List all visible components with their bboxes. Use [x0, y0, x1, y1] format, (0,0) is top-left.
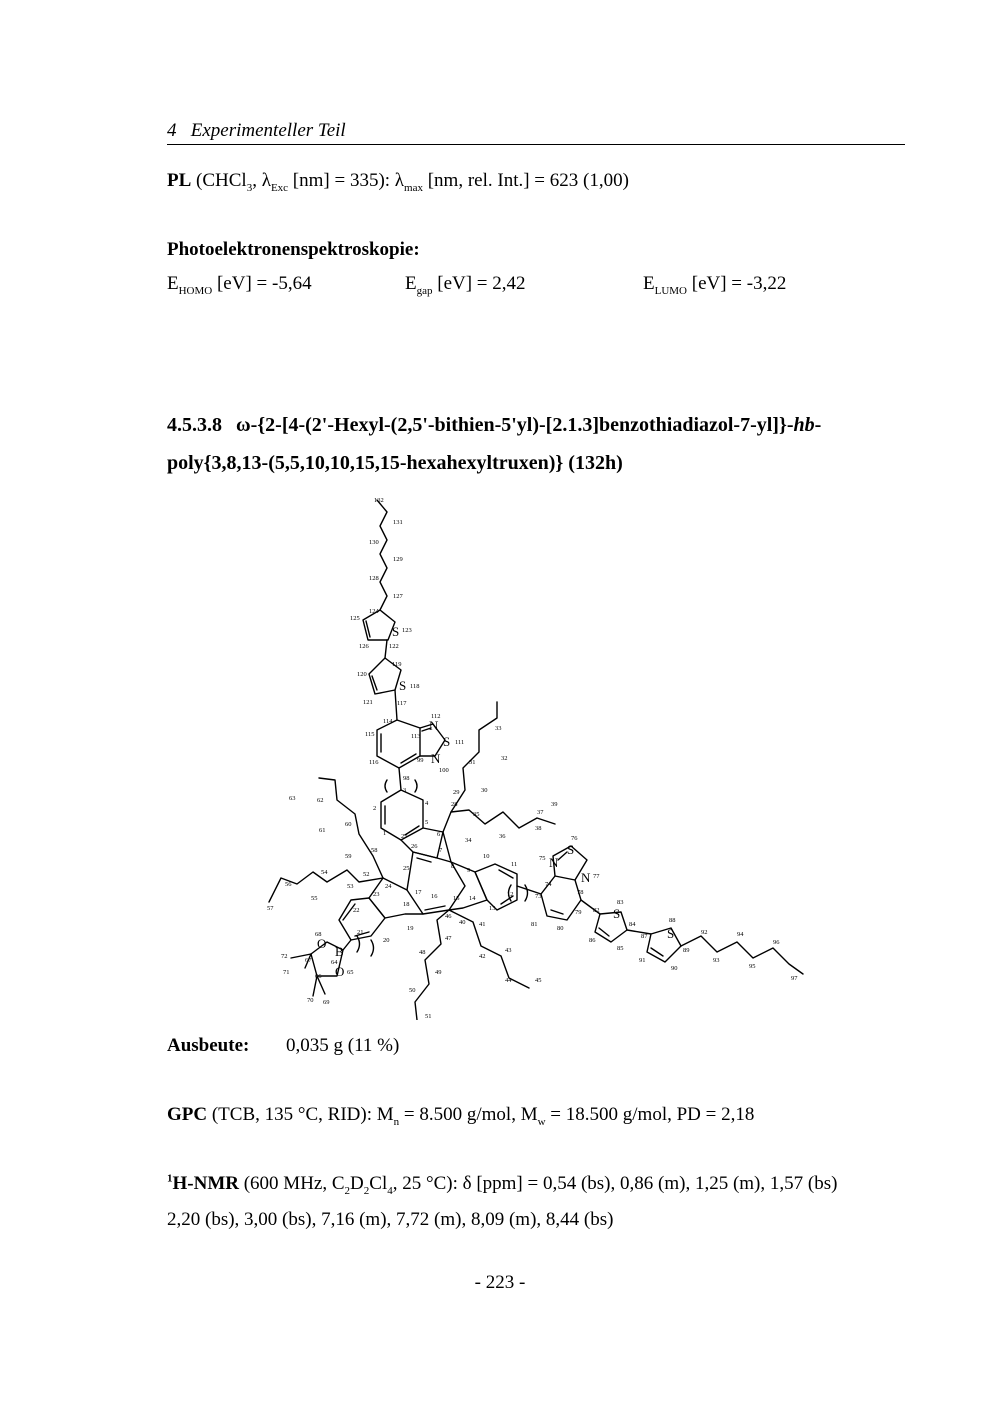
num-33: 33 [495, 725, 502, 732]
num-38: 38 [535, 825, 542, 832]
yield-row [167, 1034, 249, 1058]
gpc-text-a: (TCB, 135 °C, RID): M [207, 1104, 394, 1125]
lumo-sub: LUMO [654, 284, 687, 297]
atom-numbers [267, 497, 798, 1020]
num-37: 37 [537, 809, 544, 816]
atom-s88: S [667, 926, 675, 941]
gap-value [405, 272, 526, 296]
pl-line [167, 169, 629, 193]
lumo-e: E [643, 273, 655, 294]
num-49: 49 [435, 969, 442, 976]
lumo-rest: [eV] = -3,22 [687, 273, 787, 294]
num-41: 41 [479, 921, 486, 928]
num-2: 2 [373, 805, 377, 812]
num-56: 56 [285, 881, 292, 888]
atom-s118: S [399, 678, 407, 693]
num-121: 121 [363, 699, 373, 706]
num-7: 7 [439, 847, 443, 854]
num-120: 120 [357, 671, 367, 678]
num-63: 63 [289, 795, 296, 802]
num-82: 82 [593, 907, 600, 914]
num-44: 44 [505, 977, 512, 984]
section-heading-line2: poly{3,8,13-(5,5,10,10,15,15-hexahexyltruxen)} (132h) [167, 452, 623, 474]
num-84: 84 [629, 921, 636, 928]
atom-s123: S [392, 624, 400, 639]
atom-s83: S [613, 906, 621, 921]
atom-s111: S [443, 734, 451, 749]
num-128: 128 [369, 575, 379, 582]
num-47: 47 [445, 935, 452, 942]
num-59: 59 [345, 853, 352, 860]
num-60: 60 [345, 821, 352, 828]
num-73: 73 [535, 893, 542, 900]
num-6: 6 [437, 831, 441, 838]
num-9: 9 [467, 867, 471, 874]
num-43: 43 [505, 947, 512, 954]
atom-n100: N [431, 751, 441, 766]
num-78: 78 [577, 889, 584, 896]
num-45: 45 [535, 977, 542, 984]
num-53: 53 [347, 883, 354, 890]
num-112: 112 [431, 713, 441, 720]
num-5: 5 [425, 819, 429, 826]
num-15: 15 [453, 895, 460, 902]
num-13: 13 [489, 905, 496, 912]
num-99: 99 [417, 757, 424, 764]
num-54: 54 [321, 869, 328, 876]
nmr-line1 [167, 1172, 837, 1196]
num-23: 23 [373, 891, 380, 898]
homo-e: E [167, 273, 179, 294]
num-21: 21 [357, 929, 364, 936]
atom-n112: N [429, 718, 439, 733]
num-100: 100 [439, 767, 449, 774]
gpc-text-c: = 18.500 g/mol, PD = 2,18 [545, 1104, 755, 1125]
num-14: 14 [469, 895, 476, 902]
num-116: 116 [369, 759, 379, 766]
num-130: 130 [369, 539, 379, 546]
num-28: 28 [451, 801, 458, 808]
molecule-structure [255, 490, 815, 1020]
pl-sub-max: max [404, 181, 423, 194]
num-58: 58 [371, 847, 378, 854]
gpc-sub-n: n [393, 1115, 400, 1128]
num-46: 46 [445, 913, 452, 920]
pl-text-d: [nm, rel. Int.] = 623 (1,00) [422, 170, 629, 191]
num-32: 32 [501, 755, 508, 762]
num-35: 35 [473, 811, 480, 818]
num-3: 3 [403, 787, 407, 794]
pl-sub-exc: Exc [270, 181, 289, 194]
num-97: 97 [791, 975, 798, 982]
yield-value: 0,035 g (11 %) [286, 1035, 400, 1056]
running-header [167, 120, 905, 145]
num-42: 42 [479, 953, 486, 960]
lumo-value [643, 272, 786, 296]
num-36: 36 [499, 833, 506, 840]
num-117: 117 [397, 700, 407, 707]
num-74: 74 [545, 881, 552, 888]
num-24: 24 [385, 883, 392, 890]
num-95: 95 [749, 963, 756, 970]
num-91: 91 [639, 957, 646, 964]
num-79: 79 [575, 909, 582, 916]
section-title-italic: hb [793, 414, 815, 436]
gpc-line [167, 1103, 754, 1127]
pl-sub-3: 3 [246, 181, 253, 194]
num-132: 132 [374, 497, 384, 504]
homo-rest: [eV] = -5,64 [212, 273, 312, 294]
num-87: 87 [641, 933, 648, 940]
num-118: 118 [410, 683, 420, 690]
num-76: 76 [571, 835, 578, 842]
num-8: 8 [451, 863, 455, 870]
nmr-text-c: Cl [369, 1173, 388, 1194]
num-39: 39 [551, 801, 558, 808]
num-67: 67 [305, 957, 312, 964]
num-124: 124 [369, 608, 379, 615]
num-114: 114 [383, 718, 393, 725]
atom-n77: N [581, 870, 591, 885]
yield-label: Ausbeute: [167, 1035, 250, 1056]
num-115: 115 [365, 731, 375, 738]
nmr-text-a: (600 MHz, C [238, 1173, 345, 1194]
num-11: 11 [511, 861, 518, 868]
num-26: 26 [411, 843, 418, 850]
nmr-sup: 1 [167, 1172, 173, 1185]
atom-b: B [335, 944, 344, 959]
section-heading-line1 [167, 413, 821, 437]
atom-s76: S [567, 842, 575, 857]
nmr-text-d: , 25 °C): δ [ppm] = 0,54 (bs), 0,86 (m), 1,25 (m), 1,57 (bs) [392, 1173, 838, 1194]
gap-rest: [eV] = 2,42 [432, 273, 526, 294]
num-22: 22 [353, 907, 360, 914]
num-4: 4 [425, 800, 429, 807]
gpc-sub-w: w [537, 1115, 546, 1128]
num-71: 71 [283, 969, 290, 976]
section-number: 4.5.3.8 [167, 414, 222, 436]
pl-text-c: [nm] = 335): λ [288, 170, 405, 191]
num-89: 89 [683, 947, 690, 954]
num-64: 64 [331, 959, 338, 966]
num-65: 65 [347, 969, 354, 976]
atom-o65: O [335, 964, 345, 979]
num-111: 111 [455, 739, 465, 746]
section-title-dash: - [814, 414, 822, 436]
num-81: 81 [531, 921, 538, 928]
pl-label: PL [167, 170, 192, 191]
nmr-line2: 2,20 (bs), 3,00 (bs), 7,16 (m), 7,72 (m), 8,09 (m), 8,44 (bs) [167, 1209, 614, 1230]
num-51: 51 [425, 1013, 432, 1020]
atom-o68: O [317, 936, 327, 951]
num-20: 20 [383, 937, 390, 944]
num-77: 77 [593, 873, 600, 880]
num-83: 83 [617, 899, 624, 906]
num-10: 10 [483, 853, 490, 860]
num-75: 75 [539, 855, 546, 862]
num-80: 80 [557, 925, 564, 932]
num-70: 70 [307, 997, 314, 1004]
num-61: 61 [319, 827, 326, 834]
num-125: 125 [350, 615, 360, 622]
page-number: - 223 - [474, 1272, 526, 1293]
gap-e: E [405, 273, 417, 294]
num-1: 1 [383, 830, 387, 837]
num-62: 62 [317, 797, 324, 804]
pl-text-b: , λ [252, 170, 271, 191]
num-93: 93 [713, 957, 720, 964]
num-85: 85 [617, 945, 624, 952]
num-86: 86 [589, 937, 596, 944]
num-55: 55 [311, 895, 318, 902]
pes-title: Photoelektronenspektroskopie: [167, 239, 420, 260]
chapter-title: 4 Experimenteller Teil [167, 120, 346, 141]
num-126: 126 [359, 643, 369, 650]
pl-text-a: (CHCl [191, 170, 247, 191]
num-72: 72 [281, 953, 288, 960]
num-123: 123 [402, 627, 412, 634]
num-127: 127 [393, 593, 403, 600]
gpc-text-b: = 8.500 g/mol, M [399, 1104, 538, 1125]
num-68: 68 [315, 931, 322, 938]
nmr-text-b: D [350, 1173, 364, 1194]
nmr-sub-2: 2 [363, 1184, 370, 1197]
num-29: 29 [453, 789, 460, 796]
num-122: 122 [389, 643, 399, 650]
num-40: 40 [459, 919, 466, 926]
gap-sub: gap [416, 284, 433, 297]
gpc-label: GPC [167, 1104, 208, 1125]
num-31: 31 [469, 759, 476, 766]
num-66: 66 [315, 973, 322, 980]
num-19: 19 [407, 925, 414, 932]
homo-sub: HOMO [178, 284, 213, 297]
num-94: 94 [737, 931, 744, 938]
num-52: 52 [363, 871, 370, 878]
num-92: 92 [701, 929, 708, 936]
num-119: 119 [392, 661, 402, 668]
nmr-sub-1: 2 [344, 1184, 351, 1197]
homo-value [167, 272, 312, 296]
nmr-sub-3: 4 [387, 1184, 393, 1197]
num-96: 96 [773, 939, 780, 946]
section-title-a: ω-{2-[4-(2'-Hexyl-(2,5'-bithien-5'yl)-[2.1.3]benzothiadiazol-7-yl]}- [236, 414, 794, 436]
num-34: 34 [465, 837, 472, 844]
num-25: 25 [403, 865, 410, 872]
num-69: 69 [323, 999, 330, 1006]
num-27: 27 [401, 833, 408, 840]
num-98: 98 [403, 775, 410, 782]
num-18: 18 [403, 901, 410, 908]
num-48: 48 [419, 949, 426, 956]
num-129: 129 [393, 556, 403, 563]
num-90: 90 [671, 965, 678, 972]
atom-n75: N [549, 855, 559, 870]
num-17: 17 [415, 889, 422, 896]
num-30: 30 [481, 787, 488, 794]
nmr-label: H-NMR [172, 1173, 239, 1194]
num-50: 50 [409, 987, 416, 994]
num-113: 113 [411, 733, 421, 740]
num-12: 12 [507, 891, 514, 898]
num-16: 16 [431, 893, 438, 900]
num-131: 131 [393, 519, 403, 526]
num-88: 88 [669, 917, 676, 924]
num-57: 57 [267, 905, 274, 912]
